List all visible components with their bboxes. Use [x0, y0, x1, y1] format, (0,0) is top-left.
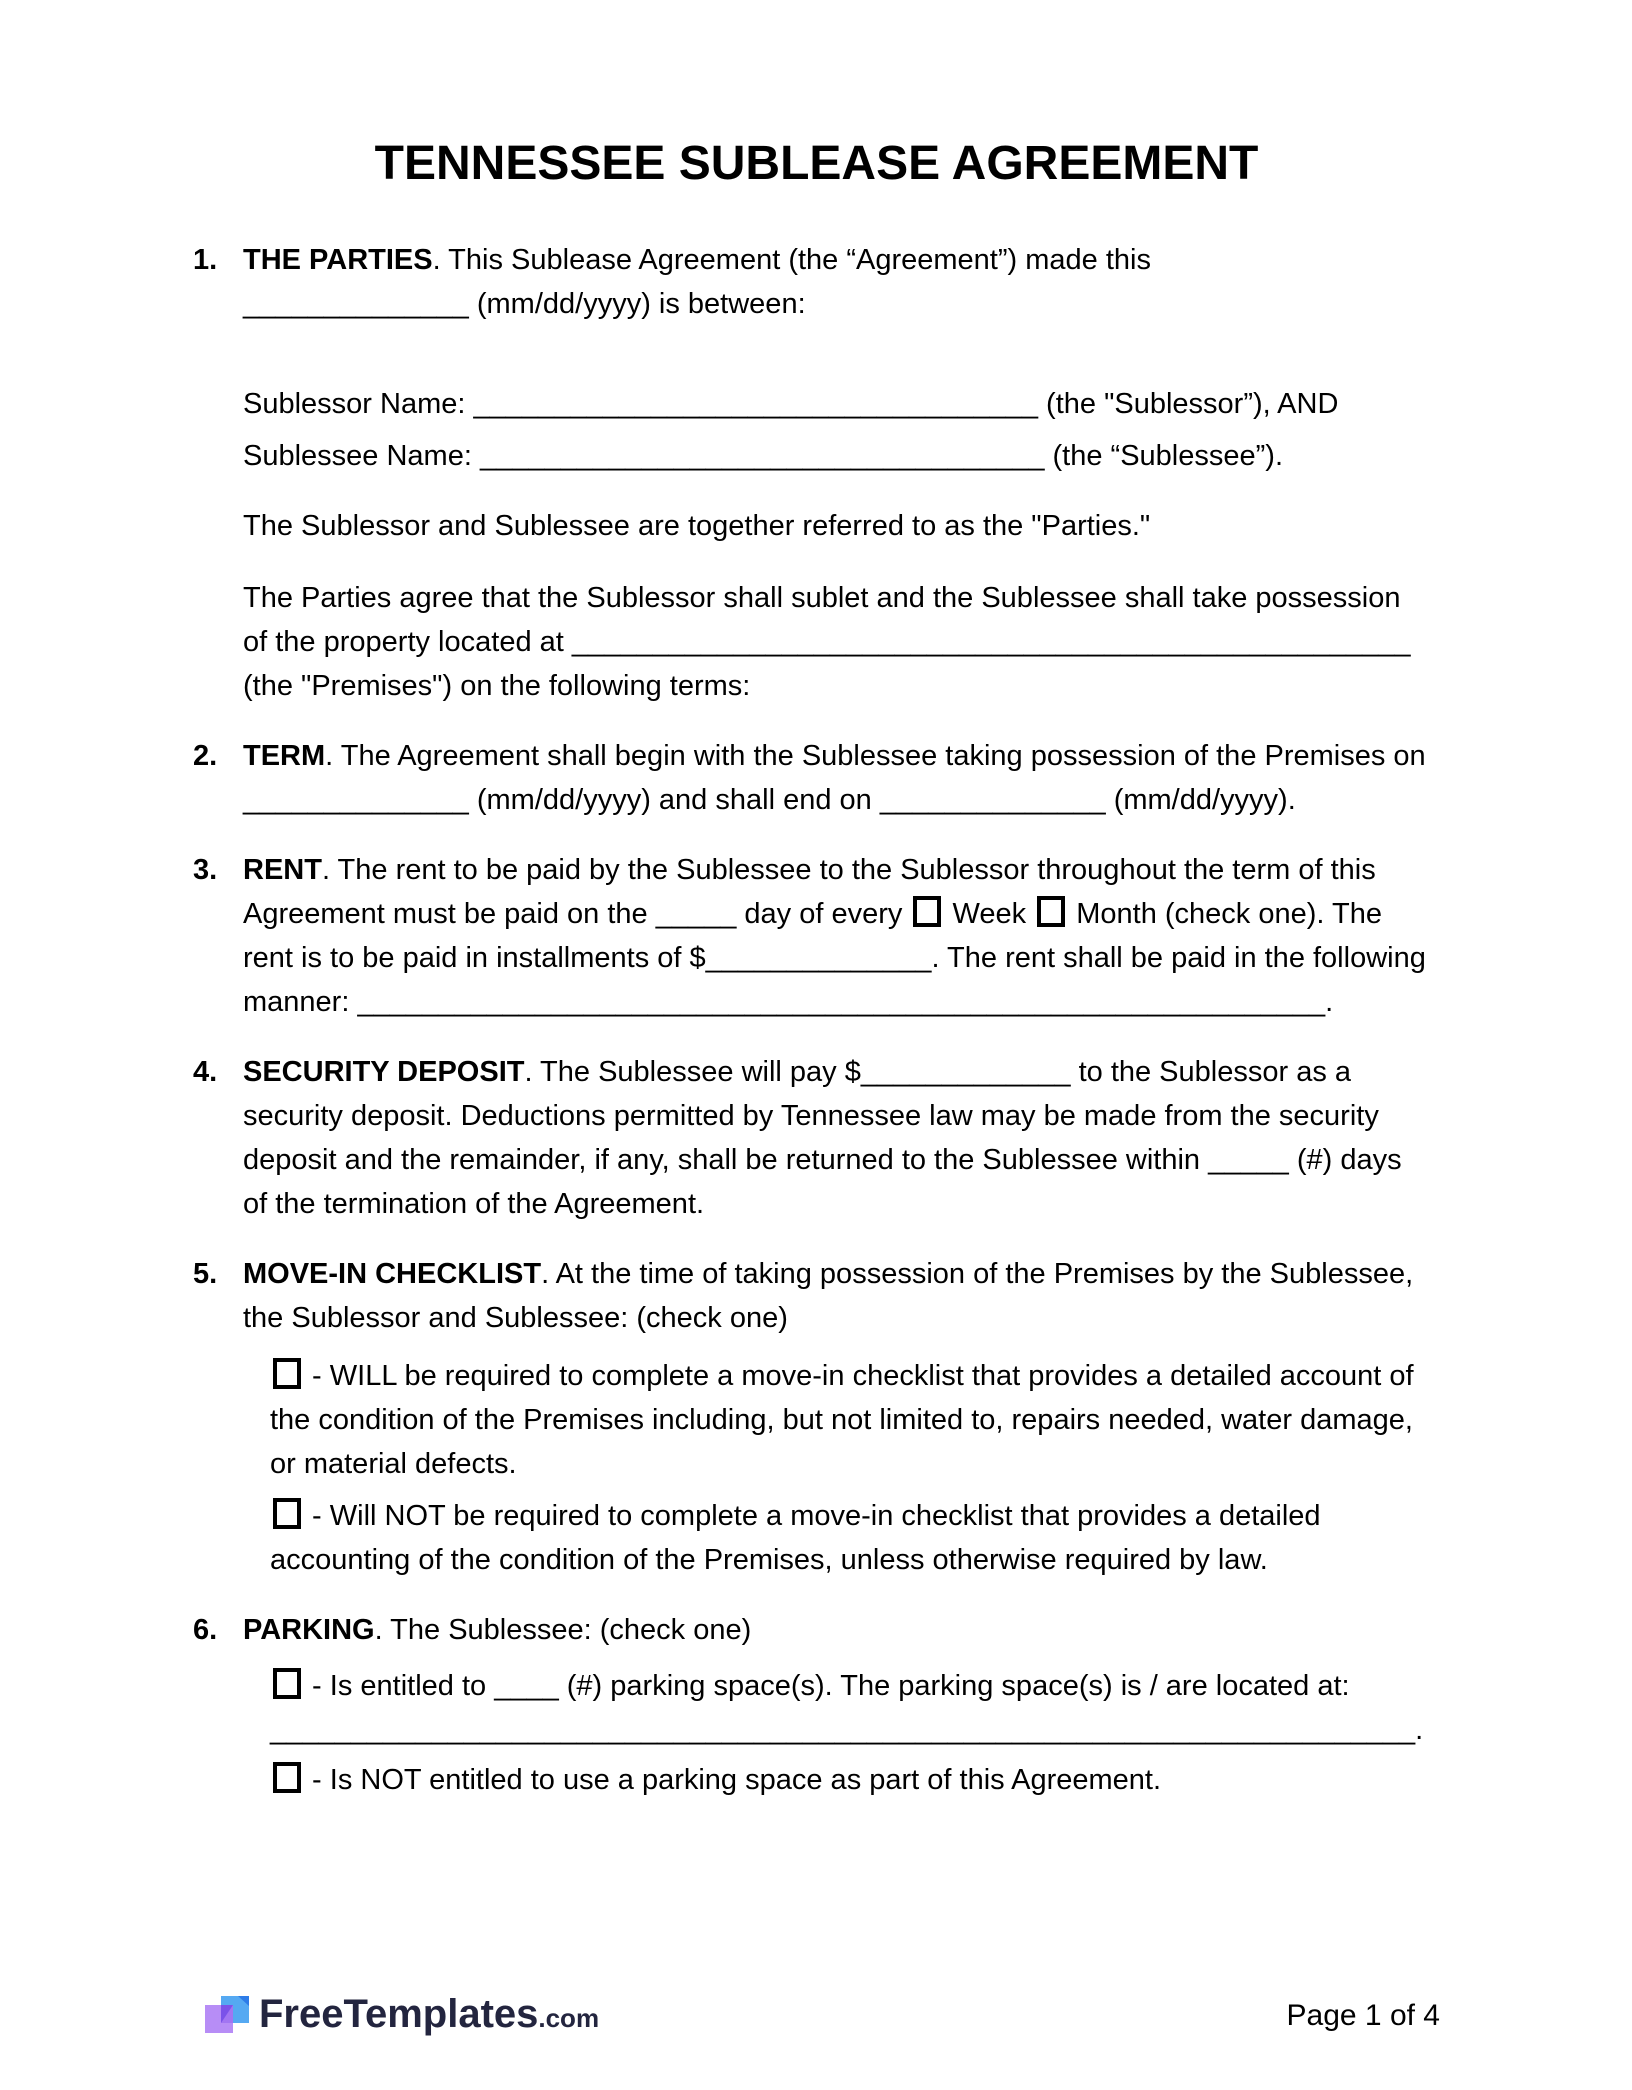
body-text: . The Sublessee will pay $: [524, 1056, 861, 1088]
body-text: - WILL be required to complete a move-in checklist that provides a detailed account of: [304, 1360, 1414, 1392]
blank-field[interactable]: ______________: [243, 288, 469, 320]
body-text: . This Sublease Agreement (the “Agreement”) made this: [432, 244, 1151, 276]
section-heading: SECURITY DEPOSIT: [243, 1056, 525, 1088]
blank-field[interactable]: ___________________________________: [473, 388, 1038, 420]
section-heading: RENT: [243, 854, 322, 886]
body-text: The Sublessor and Sublessee are together referred to as the "Parties.": [243, 510, 1151, 542]
body-text: (mm/dd/yyyy) is between:: [468, 288, 806, 320]
page-number-label: Page 1 of 4: [1286, 1999, 1440, 2032]
paragraph: [243, 734, 1440, 822]
body-text: - Is NOT entitled to use a parking space as part of this Agreement.: [304, 1764, 1162, 1796]
body-text: . The Sublessee: (check one): [374, 1614, 752, 1646]
paragraph: [243, 1608, 1440, 1652]
section-number: 5.: [193, 1258, 218, 1290]
section-move-in-checklist: [193, 1252, 1632, 1582]
body-text: deposit and the remainder, if any, shall be returned to the Sublessee within: [243, 1144, 1209, 1176]
body-text: Agreement must be paid on the: [243, 898, 656, 930]
blank-field[interactable]: _____________: [860, 1056, 1071, 1088]
paragraph: [270, 1354, 1440, 1486]
body-text: accounting of the condition of the Premises, unless otherwise required by law.: [270, 1544, 1268, 1576]
body-text: . At the time of taking possession of the Premises by the Sublessee,: [541, 1258, 1414, 1290]
body-text: the condition of the Premises including, but not limited to, repairs needed, water damage,: [270, 1404, 1413, 1436]
checkbox[interactable]: [273, 1498, 301, 1529]
brand-logo: [205, 1992, 599, 2040]
body-text: - Is entitled to: [304, 1670, 495, 1702]
body-text: rent is to be paid in installments of $: [243, 942, 706, 974]
body-text: The Parties agree that the Sublessor shall sublet and the Sublessee shall take possession: [243, 582, 1401, 614]
body-text: to the Sublessor as a: [1070, 1056, 1352, 1088]
section-heading: THE PARTIES: [243, 244, 433, 276]
brand-name-main: FreeTemplates: [259, 1992, 539, 2036]
body-text: security deposit. Deductions permitted by Tennessee law may be made from the security: [243, 1100, 1379, 1132]
checkbox[interactable]: [913, 896, 941, 927]
blank-field[interactable]: _____: [655, 898, 737, 930]
body-text: . The rent shall be paid in the following: [931, 942, 1426, 974]
document-body: [193, 238, 1632, 1802]
body-text: (the "Premises") on the following terms:: [243, 670, 751, 702]
body-text: Week: [944, 898, 1035, 930]
blank-field[interactable]: ___________________________________: [479, 440, 1045, 472]
blank-field[interactable]: ____________________________________________________: [571, 626, 1411, 658]
body-text: of the termination of the Agreement.: [243, 1188, 705, 1220]
section-the-parties: [193, 238, 1632, 708]
body-text: (#) days: [1288, 1144, 1402, 1176]
body-text: Sublessor Name:: [243, 388, 474, 420]
section-number: 2.: [193, 740, 218, 772]
body-text: .: [1415, 1714, 1424, 1746]
document-title: TENNESSEE SUBLEASE AGREEMENT: [374, 137, 1259, 190]
blank-field[interactable]: ____: [494, 1670, 559, 1702]
checkbox[interactable]: [273, 1358, 301, 1389]
section-heading: TERM: [243, 740, 326, 772]
paragraph: [243, 382, 1440, 426]
brand-name-tld: .com: [538, 2003, 600, 2033]
body-text: manner:: [243, 986, 358, 1018]
paragraph: [270, 1494, 1440, 1582]
body-text: day of every: [736, 898, 911, 930]
paragraph: [243, 1050, 1440, 1226]
body-text: .: [1325, 986, 1334, 1018]
paragraph: [243, 434, 1440, 478]
section-parking: [193, 1608, 1632, 1802]
section-term: [193, 734, 1632, 822]
paragraph: [243, 504, 1440, 548]
checkbox[interactable]: [273, 1668, 301, 1699]
body-text: Sublessee Name:: [243, 440, 480, 472]
paragraph: [270, 1758, 1440, 1802]
section-number: 4.: [193, 1056, 218, 1088]
paragraph: [243, 848, 1440, 1024]
paragraph: [270, 1664, 1440, 1752]
blank-field[interactable]: _____: [1208, 1144, 1289, 1176]
section-number: 3.: [193, 854, 218, 886]
checkbox[interactable]: [273, 1762, 301, 1793]
body-text: - Will NOT be required to complete a move-in checklist that provides a detailed: [304, 1500, 1321, 1532]
body-text: (mm/dd/yyyy).: [1105, 784, 1296, 816]
body-text: the Sublessor and Sublessee: (check one): [243, 1302, 788, 1334]
blank-field[interactable]: ______________: [879, 784, 1106, 816]
blank-field[interactable]: ______________: [705, 942, 932, 974]
paragraph: [243, 576, 1440, 708]
page-footer: [205, 1984, 1440, 2048]
section-number: 1.: [193, 244, 218, 276]
section-heading: PARKING: [243, 1614, 375, 1646]
body-text: or material defects.: [270, 1448, 517, 1480]
body-text: Month (check one). The: [1068, 898, 1382, 930]
body-text: (#) parking space(s). The parking space(s) is / are located at:: [558, 1670, 1350, 1702]
paragraph: [243, 1252, 1440, 1340]
body-text: . The Agreement shall begin with the Sublessee taking possession of the Premises on: [325, 740, 1426, 772]
section-security-deposit: [193, 1050, 1632, 1226]
free-templates-logo-icon: [205, 1996, 249, 2036]
blank-field[interactable]: ____________________________________________________________: [357, 986, 1326, 1018]
section-number: 6.: [193, 1614, 218, 1646]
body-text: (the “Sublessee”).: [1044, 440, 1284, 472]
blank-field[interactable]: _______________________________________________________________________: [270, 1714, 1416, 1746]
body-text: of the property located at: [243, 626, 572, 658]
body-text: (the "Sublessor”), AND: [1038, 388, 1339, 420]
paragraph: [243, 238, 1440, 326]
section-rent: [193, 848, 1632, 1024]
checkbox[interactable]: [1037, 896, 1065, 927]
body-text: . The rent to be paid by the Sublessee to the Sublessor throughout the term of this: [321, 854, 1376, 886]
body-text: (mm/dd/yyyy) and shall end on: [468, 784, 880, 816]
brand-name: [259, 1992, 599, 2040]
section-heading: MOVE-IN CHECKLIST: [243, 1258, 542, 1290]
blank-field[interactable]: ______________: [243, 784, 469, 816]
